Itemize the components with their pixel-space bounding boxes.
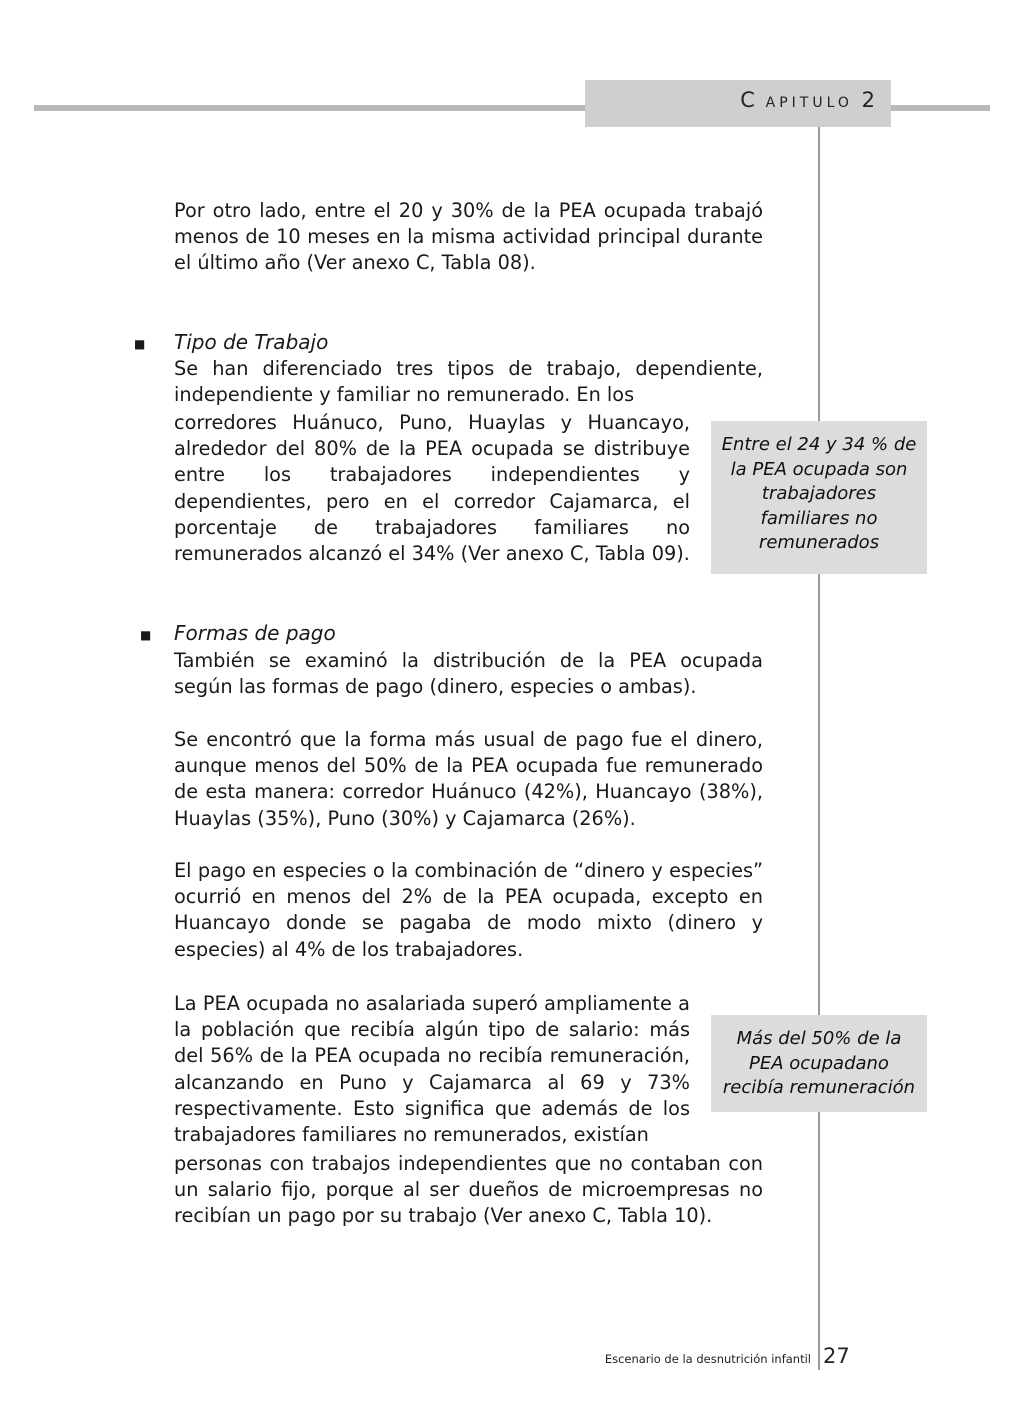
paragraph-final-narrow: La PEA ocupada no asalariada superó ampliamente a la población que recibía algún tipo de salario: más del 56% de la PEA ocupada no recibía remuneración, alcanzando en Puno y Cajamarca al 69 y 73% respectivamente. Esto significa que además de los trabajadores familiares no remunerados, existían xyxy=(174,992,690,1147)
chapter-number: 2 xyxy=(861,88,877,112)
sidebox-line: familiares no xyxy=(760,507,878,529)
paragraph-tipo-full: Se han diferenciado tres tipos de trabajo, dependiente, independiente y familiar no remunerado. En los xyxy=(174,357,763,407)
bullet-square-icon: ■ xyxy=(140,628,152,642)
header-rule-right xyxy=(890,105,990,111)
paragraph-final-full: personas con trabajos independientes que no contaban con un salario fijo, porque al ser dueños de microempresas no recibían un pago por su trabajo (Ver anexo C, Tabla 10). xyxy=(174,1152,763,1228)
sidebox-line: Entre el 24 y 34 % de xyxy=(721,434,917,455)
paragraph-formas-1: También se examinó la distribución de la PEA ocupada según las formas de pago (dinero, especies o ambas). xyxy=(174,649,763,699)
sidebox-line: la PEA ocupada son xyxy=(730,458,908,480)
margin-rule xyxy=(818,127,820,1370)
sidebox-remuneracion xyxy=(711,1015,927,1112)
sidebox-line: trabajadores xyxy=(761,483,877,505)
sidebox-line: recibía remuneración xyxy=(722,1077,916,1099)
sidebox-line: PEA ocupadano xyxy=(749,1052,889,1074)
paragraph-formas-2: Se encontró que la forma más usual de pago fue el dinero, aunque menos del 50% de la PEA ocupada fue remunerado de esta manera: corredor Huánuco (42%), Huancayo (38%), Huaylas (35%), Puno (30%) y Cajamarca (26%). xyxy=(174,728,763,830)
bullet-square-icon: ■ xyxy=(134,337,146,351)
chapter-header xyxy=(585,80,891,127)
chapter-initial: C xyxy=(740,88,757,112)
heading-tipo-de-trabajo: Tipo de Trabajo xyxy=(174,330,329,354)
sidebox-familiares xyxy=(711,421,927,574)
paragraph-intro: Por otro lado, entre el 20 y 30% de la PEA ocupada trabajó menos de 10 meses en la misma actividad principal durante el último año (Ver anexo C, Tabla 08). xyxy=(174,199,763,275)
paragraph-formas-3: El pago en especies o la combinación de “dinero y especies” ocurrió en menos del 2% de la PEA ocupada, excepto en Huancayo donde se pagaba de modo mixto (dinero y especies) al 4% de los trabajadores. xyxy=(174,859,763,961)
paragraph-tipo-narrow: corredores Huánuco, Puno, Huaylas y Huancayo, alrededor del 80% de la PEA ocupada se distribuye entre los trabajadores independientes y dependientes, pero en el corredor Cajamarca, el porcentaje de trabajadores familiares no remunerados alcanzó el 34% (Ver anexo C, Tabla 09). xyxy=(174,411,690,566)
sidebox-line: remunerados xyxy=(758,532,880,554)
chapter-label xyxy=(740,88,877,112)
sidebox-line: Más del 50% de la xyxy=(736,1028,902,1049)
heading-formas-de-pago: Formas de pago xyxy=(174,621,336,645)
footer-title: Escenario de la desnutrición infantil xyxy=(604,1352,811,1366)
header-rule-left xyxy=(34,105,586,111)
page-number: 27 xyxy=(823,1344,850,1368)
chapter-word: APITULO xyxy=(765,95,853,111)
